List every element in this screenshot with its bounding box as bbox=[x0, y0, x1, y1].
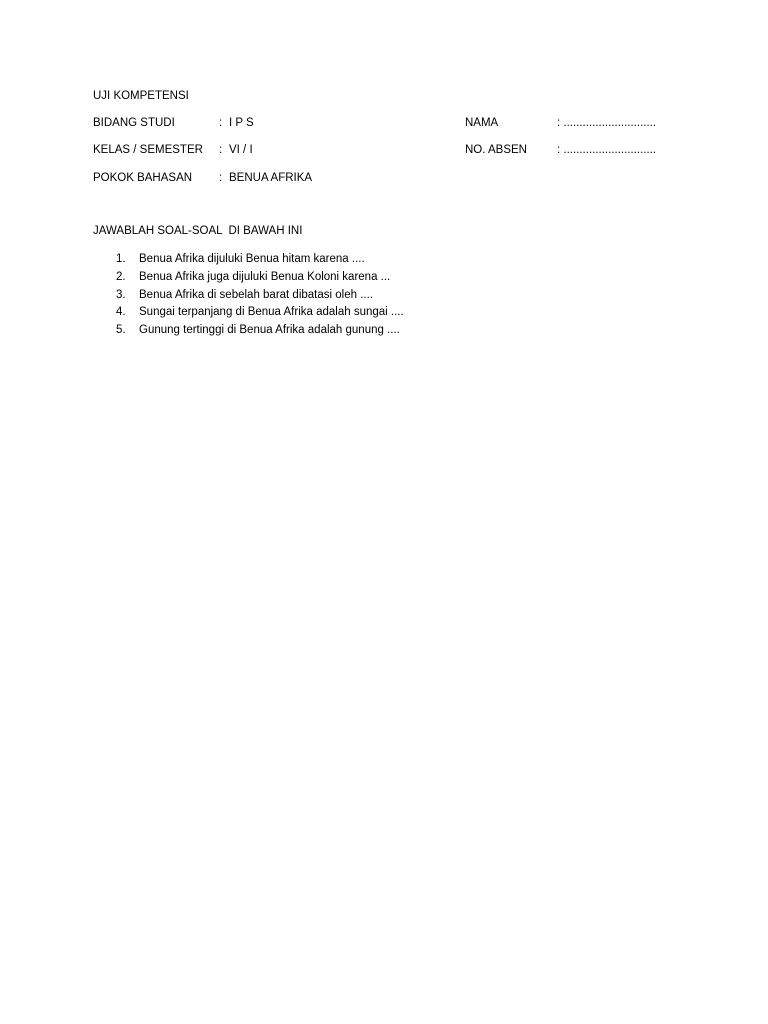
question-number: 2. bbox=[116, 270, 126, 283]
instruction-heading: JAWABLAH SOAL-SOAL DI BAWAH INI bbox=[93, 225, 303, 237]
no-absen-label: NO. ABSEN bbox=[465, 144, 527, 156]
info-label: BIDANG STUDI bbox=[93, 117, 175, 129]
nama-label: NAMA bbox=[465, 117, 499, 129]
info-value: VI / I bbox=[229, 144, 253, 156]
question-text: Benua Afrika dijuluki Benua hitam karena .... bbox=[139, 253, 365, 265]
question-item bbox=[0, 252, 600, 270]
question-item bbox=[0, 305, 600, 323]
question-number: 3. bbox=[116, 288, 126, 301]
question-item bbox=[0, 323, 600, 341]
question-number: 1. bbox=[116, 253, 126, 265]
info-colon: : bbox=[219, 117, 223, 129]
info-value: I P S bbox=[229, 117, 254, 129]
question-text: Gunung tertinggi di Benua Afrika adalah gunung .... bbox=[139, 324, 400, 337]
info-row-kelas-semester bbox=[0, 143, 700, 157]
no-absen-blank-field: : ............................. bbox=[557, 144, 657, 156]
question-number: 4. bbox=[116, 306, 126, 319]
question-number: 5. bbox=[116, 324, 126, 337]
question-list bbox=[0, 252, 600, 341]
nama-blank-field: : ............................. bbox=[557, 117, 657, 129]
info-value: BENUA AFRIKA bbox=[229, 172, 313, 184]
question-text: Benua Afrika di sebelah barat dibatasi oleh .... bbox=[139, 288, 373, 301]
question-item bbox=[0, 288, 600, 306]
info-colon: : bbox=[219, 172, 223, 184]
question-item bbox=[0, 270, 600, 288]
question-text: Benua Afrika juga dijuluki Benua Koloni karena ... bbox=[139, 270, 391, 283]
document-title: UJI KOMPETENSI bbox=[93, 90, 189, 102]
question-text: Sungai terpanjang di Benua Afrika adalah sungai .... bbox=[139, 306, 404, 319]
info-label: POKOK BAHASAN bbox=[93, 172, 193, 184]
info-label: KELAS / SEMESTER bbox=[93, 144, 203, 156]
info-row-bidang-studi bbox=[0, 116, 700, 130]
info-colon: : bbox=[219, 144, 223, 156]
info-row-pokok-bahasan bbox=[0, 171, 700, 185]
